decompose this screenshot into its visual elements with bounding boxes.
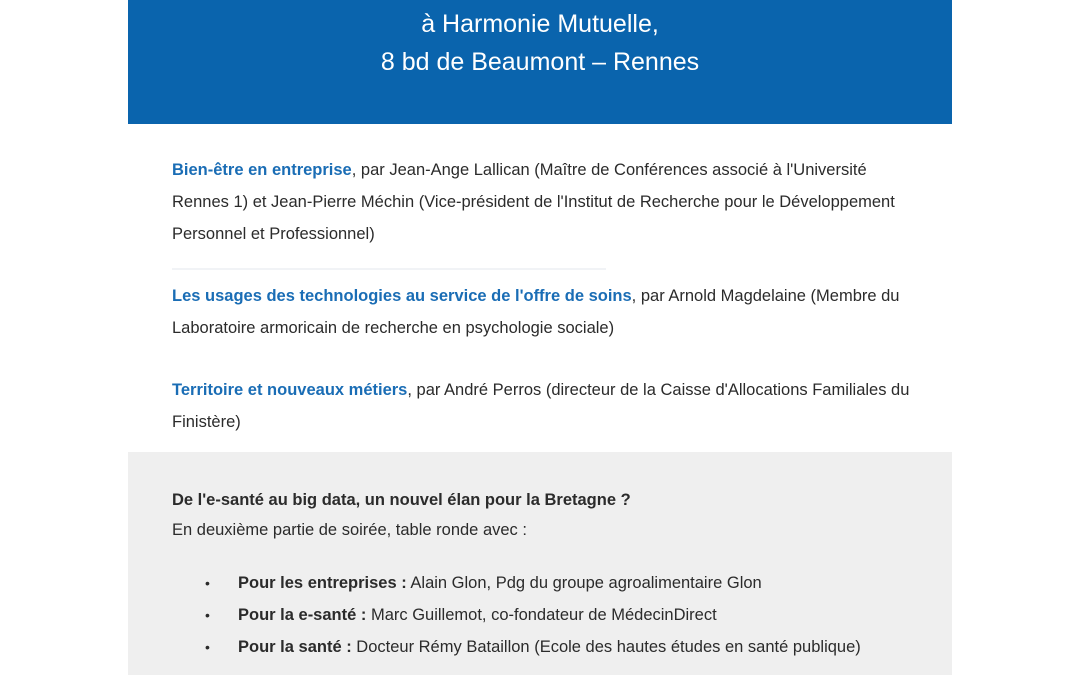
bullet-icon: •	[205, 639, 210, 655]
banner-venue: à Harmonie Mutuelle,	[421, 10, 659, 38]
list-item	[172, 599, 912, 631]
list-item	[172, 567, 912, 599]
roundtable-heading: De l'e-santé au big data, un nouvel élan pour la Bretagne ?	[172, 491, 631, 509]
panelist-category: Pour les entreprises :	[238, 574, 407, 592]
event-location-banner	[128, 0, 952, 124]
panelist-list	[172, 567, 912, 663]
talks-list	[172, 154, 912, 438]
roundtable-content	[172, 485, 912, 663]
talk-item	[172, 280, 912, 344]
talk-speakers: , par Jean-Ange Lallican (Maître de Conférences associé à l'Université Rennes 1) et Jean-Pierre Méchin (Vice-président de l'Institut de Recherche pour le Développement Personnel et Professionnel)	[172, 161, 895, 243]
talk-item	[172, 154, 912, 250]
talk-title: Les usages des technologies au service de l'offre de soins	[172, 287, 632, 305]
talk-title: Territoire et nouveaux métiers	[172, 381, 408, 399]
bullet-icon: •	[205, 575, 210, 591]
panelist-name: Docteur Rémy Bataillon (Ecole des hautes études en santé publique)	[351, 638, 861, 656]
talk-speakers: , par Arnold Magdelaine (Membre du Laboratoire armoricain de recherche en psychologie sociale)	[172, 287, 900, 337]
list-item	[172, 631, 912, 663]
panelist-category: Pour la santé :	[238, 638, 352, 656]
talk-title: Bien-être en entreprise	[172, 161, 352, 179]
bullet-icon: •	[205, 607, 210, 623]
banner-address: 8 bd de Beaumont – Rennes	[380, 48, 700, 76]
panelist-category: Pour la e-santé :	[238, 606, 367, 624]
roundtable-intro: En deuxième partie de soirée, table ronde avec :	[172, 521, 527, 539]
roundtable-section	[128, 452, 952, 675]
talk-item	[172, 374, 912, 438]
panelist-name: Alain Glon, Pdg du groupe agroalimentaire Glon	[406, 574, 762, 592]
panelist-name: Marc Guillemot, co-fondateur de MédecinDirect	[366, 606, 717, 624]
talk-speakers: , par André Perros (directeur de la Caisse d'Allocations Familiales du Finistère)	[172, 381, 910, 431]
divider	[172, 268, 606, 270]
